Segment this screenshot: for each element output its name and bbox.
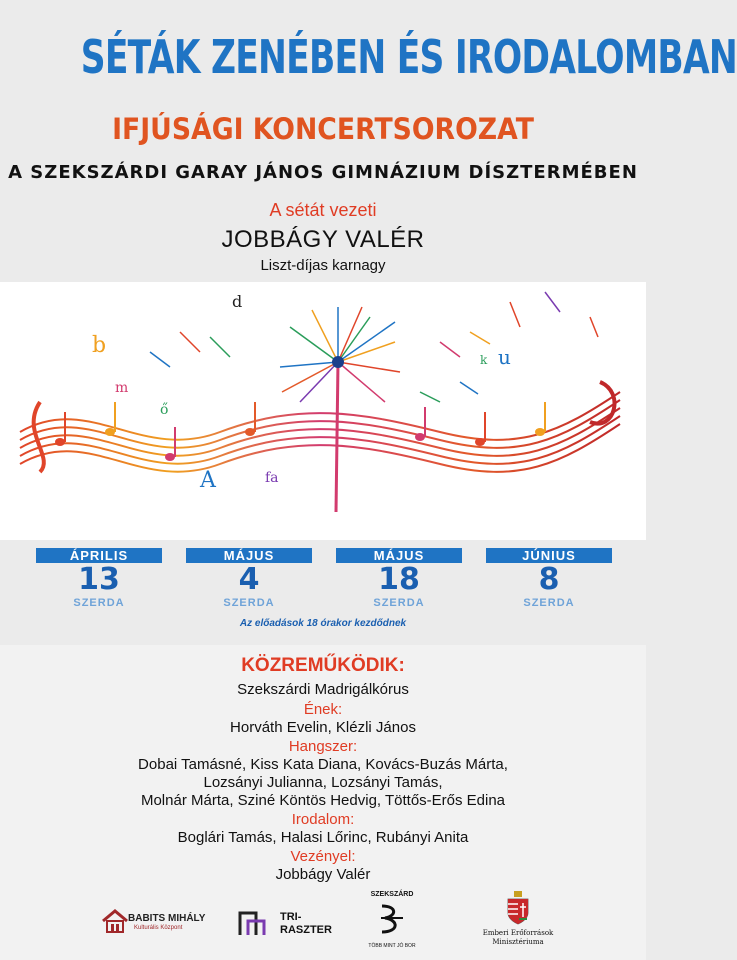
vocals-names: Horváth Evelin, Klézli János	[230, 719, 416, 736]
date-card	[186, 548, 312, 609]
venue-line: A SZEKSZÁRDI GARAY JÁNOS GIMNÁZIUM DÍSZTERMÉBEN	[8, 162, 638, 183]
start-time-note: Az előadások 18 órakor kezdődnek	[239, 618, 407, 629]
conducts-label: Vezényel:	[290, 848, 356, 865]
date-weekday: SZERDA	[373, 597, 425, 609]
letter-m: m	[115, 380, 129, 396]
date-weekday: SZERDA	[523, 597, 575, 609]
date-card	[36, 548, 162, 609]
dandelion-head	[280, 307, 400, 402]
szekszard-logo	[362, 889, 422, 955]
triraszter-line2: RASZTER	[280, 924, 332, 936]
literature-label: Irodalom:	[291, 811, 355, 828]
date-day: 8	[538, 562, 560, 597]
letter-fa: fa	[265, 470, 279, 486]
page-title: SÉTÁK ZENÉBEN ÉS IRODALOMBAN	[80, 30, 737, 84]
date-card	[336, 548, 462, 609]
date-weekday: SZERDA	[73, 597, 125, 609]
babits-logo-line2: Kulturális Központ	[134, 925, 183, 931]
contributors-section	[0, 645, 646, 960]
instruments-names-1: Dobai Tamásné, Kiss Kata Diana, Kovács-Buzás Márta,	[138, 756, 508, 773]
dandelion-staff-graphic	[0, 282, 646, 540]
literature-names: Boglári Tamás, Halasi Lőrinc, Rubányi Anita	[177, 829, 469, 846]
dates-section	[0, 540, 646, 640]
date-day: 13	[78, 562, 120, 597]
date-weekday: SZERDA	[223, 597, 275, 609]
triraszter-mark-icon	[238, 907, 274, 937]
letter-o: ő	[160, 402, 169, 418]
instruments-label: Hangszer:	[288, 738, 358, 755]
emmi-logo	[463, 891, 573, 955]
emmi-line1: Emberi Erőforrások	[482, 929, 554, 937]
page-subtitle: IFJÚSÁGI KONCERTSOROZAT	[112, 112, 534, 146]
babits-logo	[100, 903, 210, 943]
date-month: JÚNIUS	[486, 548, 612, 563]
triraszter-logo	[238, 903, 348, 943]
triraszter-line1: TRI-	[280, 911, 302, 923]
szekszard-bottom-text: TÖBB MINT JÓ BOR	[368, 943, 416, 949]
dandelion-stem	[336, 362, 338, 512]
letter-b: b	[92, 333, 107, 358]
treble-clef-left	[34, 402, 44, 472]
header-section	[0, 0, 737, 282]
contributors-title: KÖZREMŰKÖDIK:	[241, 655, 405, 676]
szekszard-top-text: SZEKSZÁRD	[370, 891, 414, 898]
conductor-title: Liszt-díjas karnagy	[260, 257, 386, 274]
choir-name: Szekszárdi Madrigálkórus	[237, 681, 409, 698]
letter-a: A	[200, 468, 216, 493]
date-day: 18	[378, 562, 420, 597]
letter-d: d	[232, 292, 243, 311]
babits-logo-line1: BABITS MIHÁLY	[128, 913, 206, 924]
letter-k: k	[480, 353, 488, 367]
instruments-names-3: Molnár Márta, Sziné Köntös Hedvig, Töttős-Erős Edina	[140, 792, 506, 809]
emmi-line2: Minisztériuma	[492, 938, 544, 946]
conducts-name: Jobbágy Valér	[275, 866, 371, 883]
flying-seeds	[150, 292, 598, 402]
babits-house-icon	[100, 907, 130, 935]
date-card	[486, 548, 612, 609]
conductor-name: JOBBÁGY VALÉR	[221, 226, 425, 253]
szekszard-crest-icon	[377, 902, 407, 936]
date-day: 4	[238, 562, 260, 597]
instruments-names-2: Lozsányi Julianna, Lozsányi Tamás,	[203, 774, 443, 791]
music-dandelion-illustration	[0, 282, 646, 540]
led-by-label: A sétát vezeti	[269, 200, 377, 220]
date-month: MÁJUS	[186, 548, 312, 563]
letter-u: u	[498, 345, 511, 369]
vocals-label: Ének:	[303, 701, 343, 718]
date-month: MÁJUS	[336, 548, 462, 563]
date-month: ÁPRILIS	[36, 548, 162, 563]
hungarian-coat-of-arms-icon	[505, 891, 531, 925]
